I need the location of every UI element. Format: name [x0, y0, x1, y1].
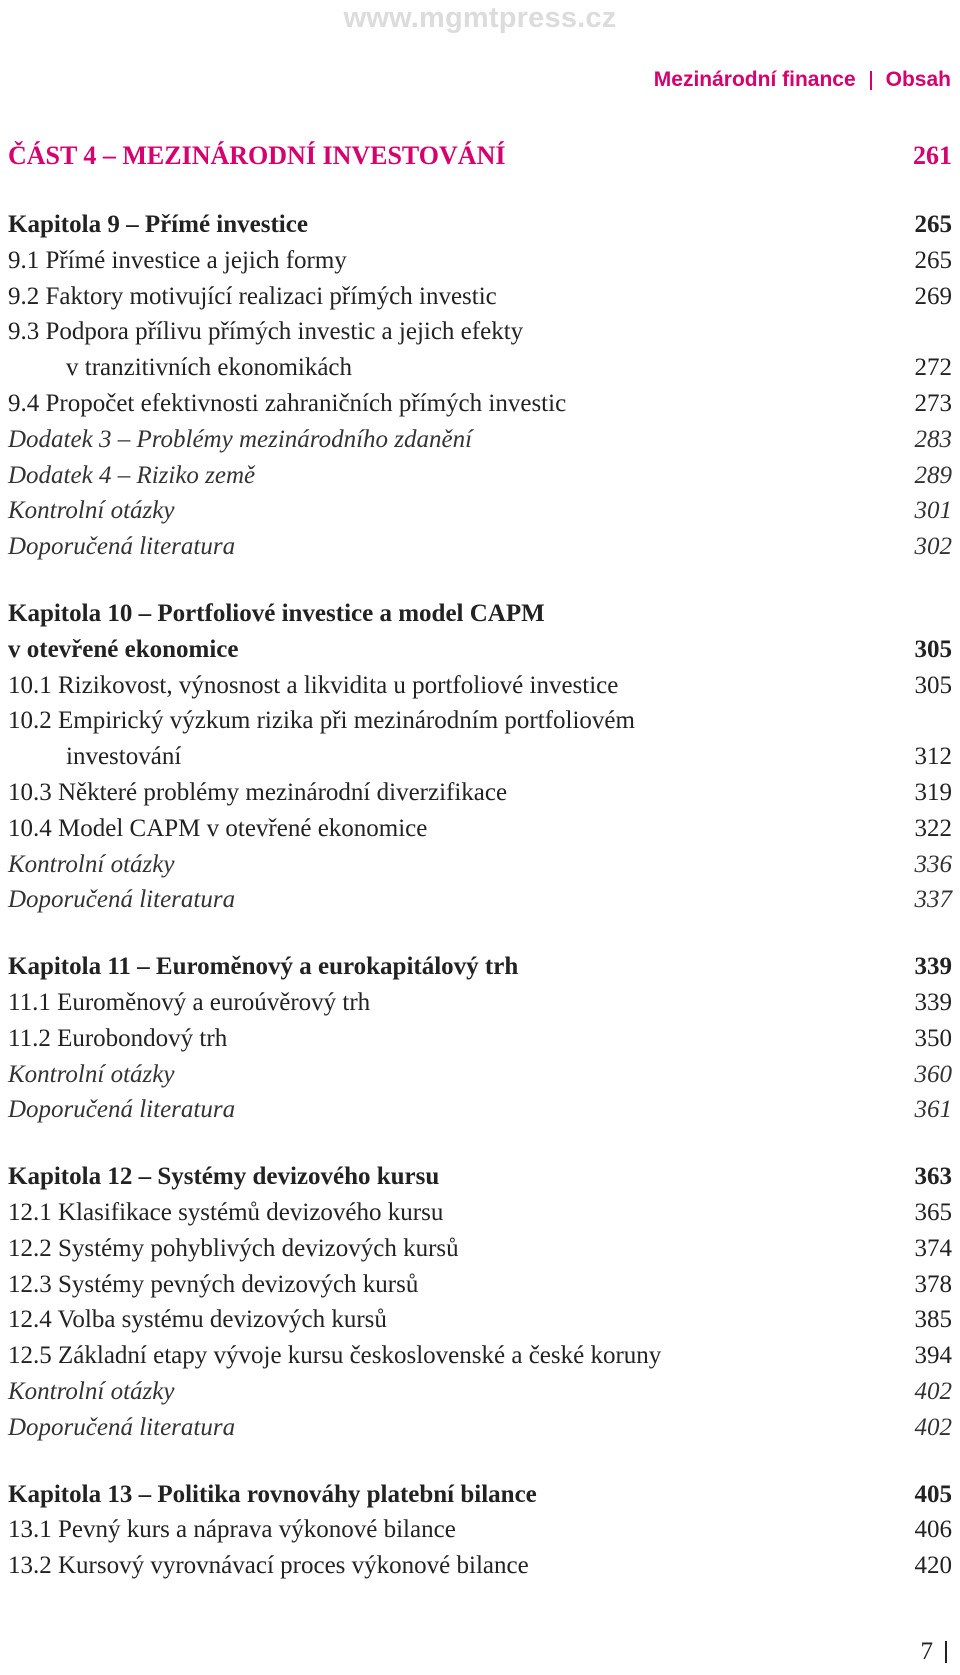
toc-entry [8, 1338, 952, 1374]
header-separator [870, 71, 872, 90]
entry-title: 10.2 Empirický výzkum rizika při mezinárodním portfoliovém [8, 707, 635, 735]
toc-entry [8, 668, 952, 704]
entry-page: 319 [914, 778, 952, 806]
toc-entry [8, 1302, 952, 1338]
entry-page: 394 [914, 1342, 952, 1370]
entry-title: 9.4 Propočet efektivnosti zahraničních přímých investic [8, 389, 567, 417]
chapter-heading-continuation [8, 632, 952, 668]
entry-title: investování [66, 743, 182, 771]
section-title: Obsah [885, 68, 951, 91]
entry-page: 269 [914, 282, 952, 310]
entry-title: 9.2 Faktory motivující realizaci přímých investic [8, 282, 497, 310]
chapter-title: Kapitola 10 – Portfoliové investice a model CAPM [8, 599, 545, 627]
entry-title: v tranzitivních ekonomikách [66, 354, 353, 382]
entry-title: 12.3 Systémy pevných devizových kursů [8, 1270, 419, 1298]
toc-entry [8, 1548, 952, 1584]
entry-page: 336 [914, 850, 952, 878]
toc-entry [8, 775, 952, 811]
part-heading [8, 136, 952, 176]
entry-page: 385 [914, 1306, 952, 1334]
entry-page: 402 [914, 1413, 952, 1441]
toc-entry [8, 279, 952, 315]
entry-page: 305 [914, 671, 952, 699]
chapter-page: 363 [914, 1163, 952, 1191]
entry-title: Doporučená literatura [8, 1096, 236, 1124]
entry-title: 10.4 Model CAPM v otevřené ekonomice [8, 814, 428, 842]
entry-title: 13.2 Kursový vyrovnávací proces výkonové bilance [8, 1552, 529, 1580]
chapter-title: Kapitola 13 – Politika rovnováhy platební bilance [8, 1480, 537, 1508]
entry-page: 301 [914, 497, 952, 525]
entry-title: Kontrolní otázky [8, 1060, 175, 1088]
toc-entry [8, 314, 952, 350]
toc-entry [8, 1374, 952, 1410]
page-number [921, 1638, 948, 1666]
entry-title: 12.5 Základní etapy vývoje kursu československé a české koruny [8, 1342, 662, 1370]
entry-page: 339 [914, 988, 952, 1016]
entry-title: Kontrolní otázky [8, 850, 175, 878]
entry-page: 273 [914, 389, 952, 417]
entry-page: 302 [914, 533, 952, 561]
watermark: www.mgmtpress.cz [343, 2, 617, 34]
toc-entry [8, 1267, 952, 1303]
entry-page: 378 [914, 1270, 952, 1298]
entry-page: 360 [914, 1060, 952, 1088]
chapter-heading [8, 1477, 952, 1513]
running-head [654, 68, 951, 92]
entry-title: Doporučená literatura [8, 1413, 236, 1441]
entry-page: 337 [914, 886, 952, 914]
entry-page: 272 [914, 354, 952, 382]
chapter-page: 265 [914, 211, 952, 238]
toc-entry-continuation [8, 350, 952, 386]
book-title: Mezinárodní finance [653, 68, 856, 91]
toc-entry [8, 1410, 952, 1446]
entry-page: 350 [914, 1024, 952, 1052]
toc-entry [8, 985, 952, 1021]
entry-title: 10.1 Rizikovost, výnosnost a likvidita u portfoliové investice [8, 671, 619, 699]
entry-title: 11.2 Eurobondový trh [8, 1024, 228, 1052]
toc-entry [8, 458, 952, 494]
toc-entry [8, 1512, 952, 1548]
toc-entry [8, 1231, 952, 1267]
entry-title: 12.1 Klasifikace systémů devizového kursu [8, 1198, 444, 1226]
toc-entry [8, 529, 952, 565]
entry-title: Doporučená literatura [8, 886, 236, 914]
chapter-title: v otevřené ekonomice [8, 635, 239, 663]
toc-entry [8, 422, 952, 458]
chapter-heading [8, 1159, 952, 1195]
entry-title: Kontrolní otázky [8, 1377, 175, 1405]
entry-title: 12.2 Systémy pohyblivých devizových kursů [8, 1234, 459, 1262]
entry-title: 11.1 Euroměnový a euroúvěrový trh [8, 988, 371, 1016]
chapter-title: Kapitola 9 – Přímé investice [8, 211, 308, 238]
entry-title: 9.1 Přímé investice a jejich formy [8, 246, 347, 274]
entry-page: 283 [914, 425, 952, 453]
part-title: ČÁST 4 – MEZINÁRODNÍ INVESTOVÁNÍ [8, 141, 506, 170]
entry-page: 365 [914, 1198, 952, 1226]
entry-page: 420 [914, 1552, 952, 1580]
entry-title: 12.4 Volba systému devizových kursů [8, 1306, 387, 1334]
toc-entry [8, 493, 952, 529]
toc-entry [8, 386, 952, 422]
toc-entry [8, 1195, 952, 1231]
toc-entry [8, 1057, 952, 1093]
entry-page: 322 [914, 814, 952, 842]
part-page: 261 [913, 141, 952, 170]
chapter-title: Kapitola 11 – Euroměnový a eurokapitálový trh [8, 953, 519, 981]
entry-title: Doporučená literatura [8, 533, 236, 561]
toc-entry [8, 243, 952, 279]
entry-title: 10.3 Některé problémy mezinárodní diverzifikace [8, 778, 508, 806]
chapter-page: 305 [914, 635, 952, 663]
entry-title: 13.1 Pevný kurs a náprava výkonové bilance [8, 1516, 456, 1544]
entry-page: 402 [914, 1377, 952, 1405]
chapter-title: Kapitola 12 – Systémy devizového kursu [8, 1163, 440, 1191]
table-of-contents [8, 136, 952, 1584]
toc-entry [8, 847, 952, 883]
entry-title: Kontrolní otázky [8, 497, 175, 525]
toc-entry [8, 1021, 952, 1057]
entry-page: 289 [914, 461, 952, 489]
entry-title: Dodatek 3 – Problémy mezinárodního zdanění [8, 425, 473, 453]
toc-entry [8, 1092, 952, 1128]
folio-bar [945, 1641, 947, 1663]
chapter-page: 405 [914, 1480, 952, 1508]
chapter-page: 339 [914, 953, 952, 981]
toc-entry-continuation [8, 739, 952, 775]
entry-page: 374 [914, 1234, 952, 1262]
folio-number: 7 [920, 1638, 933, 1665]
toc-entry [8, 882, 952, 918]
entry-page: 361 [914, 1096, 952, 1124]
entry-page: 406 [914, 1516, 952, 1544]
chapter-heading [8, 949, 952, 985]
entry-title: 9.3 Podpora přílivu přímých investic a jejich efekty [8, 318, 524, 346]
entry-title: Dodatek 4 – Riziko země [8, 461, 256, 489]
entry-page: 265 [914, 246, 952, 274]
chapter-heading [8, 207, 952, 243]
toc-entry [8, 811, 952, 847]
toc-entry [8, 703, 952, 739]
chapter-heading [8, 596, 952, 632]
entry-page: 312 [914, 743, 952, 771]
